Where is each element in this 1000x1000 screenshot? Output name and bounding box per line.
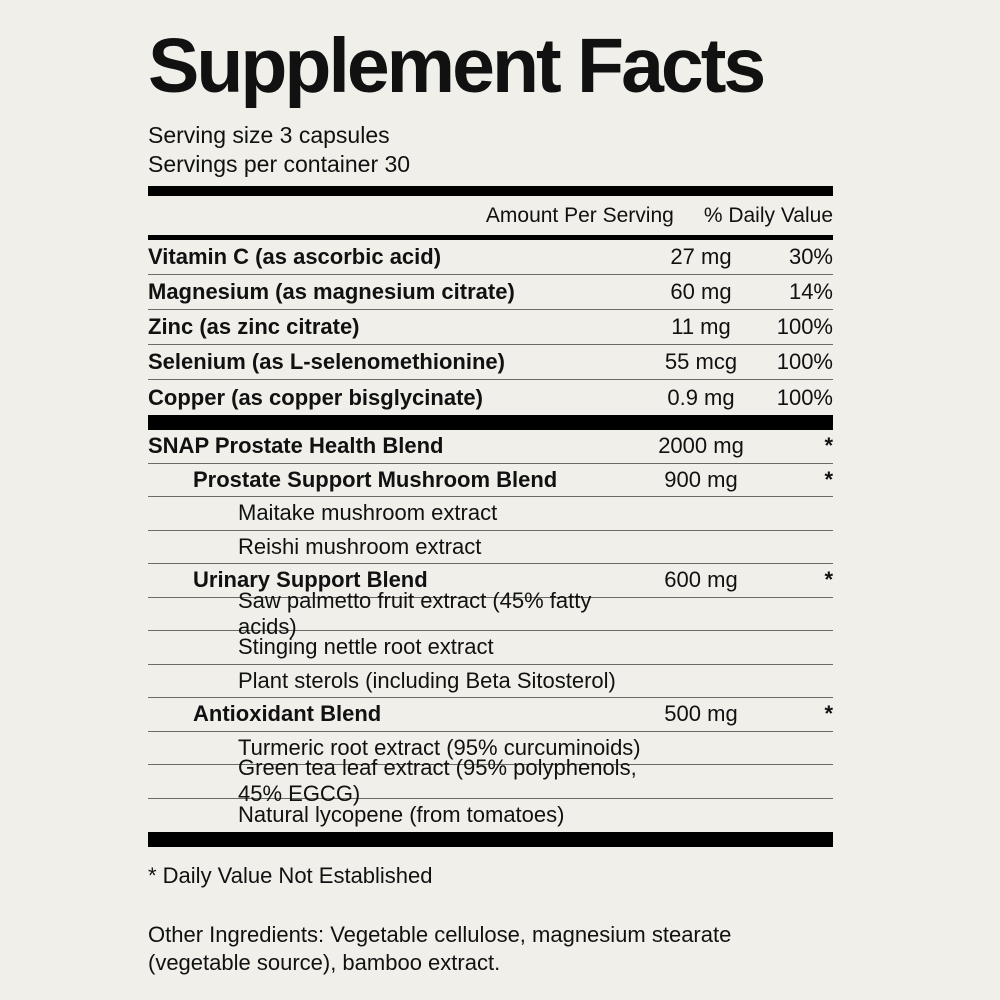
table-row (148, 275, 833, 310)
daily-value: * (824, 701, 833, 727)
ingredient-name: Turmeric root extract (95% curcuminoids) (238, 734, 641, 760)
ingredient-name: Zinc (as zinc citrate) (148, 314, 360, 339)
ingredient-name: SNAP Prostate Health Blend (148, 433, 444, 459)
supplement-facts-panel (148, 23, 833, 977)
serving-info (148, 121, 833, 179)
table-row (148, 464, 833, 498)
table-row (148, 587, 833, 639)
daily-value: 100% (776, 314, 833, 339)
daily-value: 100% (776, 349, 833, 374)
amount-value: 60 mg (670, 279, 732, 304)
table-row (148, 497, 833, 531)
thick-divider-middle (148, 415, 833, 430)
table-row (148, 799, 833, 833)
amount-value: 11 mg (671, 314, 731, 339)
table-row (148, 345, 833, 380)
ingredient-name: Antioxidant Blend (193, 701, 382, 727)
daily-value: * (824, 466, 833, 492)
ingredient-name: Magnesium (as magnesium citrate) (148, 279, 515, 304)
amount-value: 0.9 mg (667, 384, 735, 410)
table-row (148, 380, 833, 415)
table-row (148, 430, 833, 464)
ingredient-name: Copper (as copper bisglycinate) (148, 384, 483, 410)
page-title: Supplement Facts (148, 23, 764, 109)
table-row (148, 665, 833, 699)
ingredient-name: Selenium (as L-selenomethionine) (148, 349, 505, 374)
thick-divider-bottom (148, 832, 833, 847)
servings-per-container-text: Servings per container 30 (148, 151, 411, 177)
other-ingredients-text: Other Ingredients: Vegetable cellulose, magnesium stearate (vegetable source), bamboo extract. (148, 922, 732, 975)
ingredient-name: Maitake mushroom extract (238, 500, 498, 526)
column-header-daily-value: % Daily Value (703, 204, 833, 227)
amount-value: 900 mg (664, 466, 738, 492)
table-row (148, 240, 833, 275)
column-header-amount: Amount Per Serving (485, 204, 674, 227)
ingredient-name: Saw palmetto fruit extract (45% fatty acids) (238, 587, 592, 639)
ingredient-name: Urinary Support Blend (193, 567, 428, 593)
amount-value: 500 mg (664, 701, 738, 727)
thick-divider-top (148, 186, 833, 196)
ingredient-name: Prostate Support Mushroom Blend (193, 466, 558, 492)
amount-value: 27 mg (670, 244, 732, 269)
nutrient-rows (148, 240, 833, 415)
daily-value: 30% (788, 244, 833, 269)
amount-value: 55 mcg (664, 349, 738, 374)
daily-value: 100% (776, 384, 833, 410)
daily-value: 14% (788, 279, 833, 304)
serving-size-text: Serving size 3 capsules (148, 122, 390, 148)
ingredient-name: Vitamin C (as ascorbic acid) (148, 244, 442, 269)
ingredient-name: Plant sterols (including Beta Sitosterol) (238, 667, 616, 693)
table-row (148, 310, 833, 345)
table-row (148, 698, 833, 732)
ingredient-name: Green tea leaf extract (95% polyphenols, 45% EGCG) (238, 755, 637, 807)
column-header-row (148, 196, 833, 235)
amount-value: 2000 mg (658, 433, 744, 459)
table-row (148, 531, 833, 565)
daily-value-footnote: * Daily Value Not Established (148, 863, 433, 888)
amount-value: 600 mg (664, 567, 738, 593)
ingredient-name: Natural lycopene (from tomatoes) (238, 802, 565, 828)
ingredient-name: Stinging nettle root extract (238, 634, 494, 660)
table-row (148, 631, 833, 665)
table-row (148, 755, 833, 807)
ingredient-name: Reishi mushroom extract (238, 533, 482, 559)
daily-value: * (824, 433, 833, 459)
daily-value: * (824, 567, 833, 593)
blend-rows (148, 430, 833, 832)
